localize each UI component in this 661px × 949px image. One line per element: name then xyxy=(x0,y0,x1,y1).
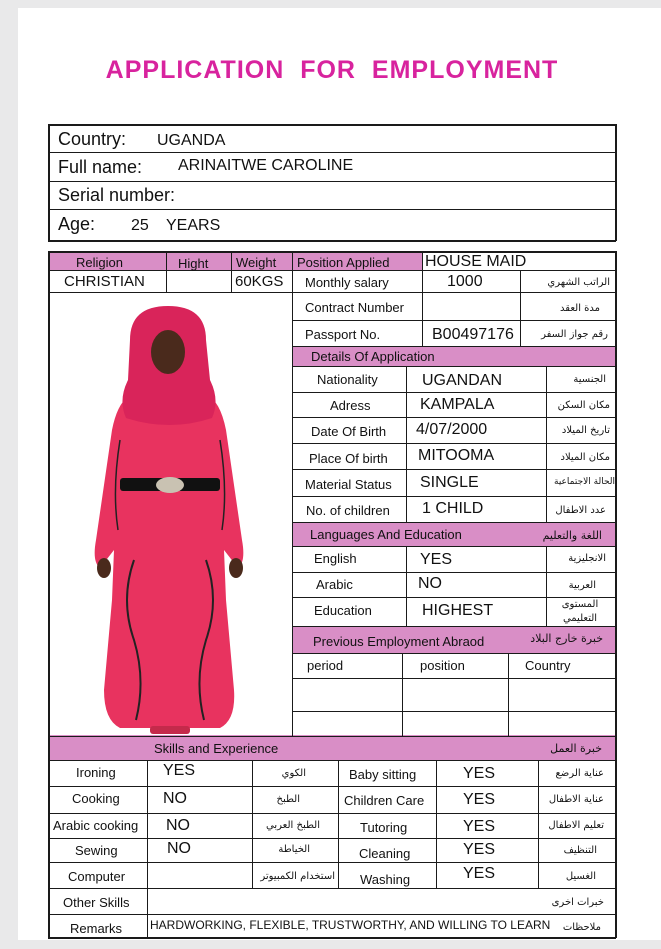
skill-sewing-label: Sewing xyxy=(75,843,118,858)
skills-header: Skills and Experience xyxy=(154,741,279,756)
skill-ironing-arabic: الكوي xyxy=(281,768,306,779)
religion-header: Religion xyxy=(76,255,123,270)
nationality-value: UGANDAN xyxy=(422,372,503,389)
passport-label: Passport No. xyxy=(305,327,381,342)
skill-cleaning-label: Cleaning xyxy=(359,846,411,861)
age-unit: YEARS xyxy=(166,217,221,234)
skill-children-care-value: YES xyxy=(463,791,496,808)
contract-number-arabic: مدة العقد xyxy=(560,303,600,314)
passport-value: B00497176 xyxy=(432,326,514,343)
remarks-arabic: ملاحظات xyxy=(562,922,601,933)
full-name-value: ARINAITWE CAROLINE xyxy=(178,157,354,174)
previous-employment-header: Previous Employment Abraod xyxy=(313,634,485,649)
skill-ironing-label: Ironing xyxy=(76,765,116,780)
skill-cooking-label: Cooking xyxy=(72,791,120,806)
serial-number-label: Serial number: xyxy=(58,185,176,205)
skill-washing-arabic: الغسيل xyxy=(565,871,596,882)
english-value: YES xyxy=(420,551,453,568)
marital-status-value: SINGLE xyxy=(420,474,479,491)
skill-tutoring-value: YES xyxy=(463,818,496,835)
arabic-arabic: العربية xyxy=(568,580,596,591)
age-value: 25 xyxy=(131,217,149,234)
remarks-value: HARDWORKING, FLEXIBLE, TRUSTWORTHY, AND WILLING TO LEARN xyxy=(150,918,551,932)
place-of-birth-label: Place Of birth xyxy=(309,451,388,466)
address-label: Adress xyxy=(330,398,371,413)
prev-country-header: Country xyxy=(525,658,571,673)
languages-header: Languages And Education xyxy=(310,527,462,542)
english-arabic: الانجليزية xyxy=(568,553,606,564)
children-arabic: عدد الاطفال xyxy=(555,505,606,516)
skill-sewing-arabic: الخياطة xyxy=(278,844,310,855)
arabic-label: Arabic xyxy=(316,577,353,592)
weight-value: 60KGS xyxy=(235,273,284,290)
children-value: 1 CHILD xyxy=(422,500,484,517)
skill-arabic-cooking-arabic: الطبخ العربي xyxy=(266,820,320,831)
nationality-label: Nationality xyxy=(317,372,378,387)
skill-tutoring-arabic: تعليم الاطفال xyxy=(548,820,604,831)
address-value: KAMPALA xyxy=(420,396,495,413)
remarks-label: Remarks xyxy=(70,921,123,936)
applicant-photo-figure xyxy=(60,300,280,736)
monthly-salary-value: 1000 xyxy=(447,273,483,290)
weight-header: Weight xyxy=(236,255,277,270)
languages-header-arabic: اللغة والتعليم xyxy=(542,529,602,542)
education-value: HIGHEST xyxy=(422,602,494,619)
monthly-salary-label: Monthly salary xyxy=(305,275,389,290)
full-name-label: Full name: xyxy=(58,157,143,177)
skill-tutoring-label: Tutoring xyxy=(360,820,408,835)
address-arabic: مكان السكن xyxy=(557,400,610,411)
country-value: UGANDA xyxy=(157,132,226,149)
skill-cooking-arabic: الطبخ xyxy=(276,794,300,805)
religion-value: CHRISTIAN xyxy=(64,273,145,290)
date-of-birth-label: Date Of Birth xyxy=(311,424,387,439)
position-applied-header: Position Applied xyxy=(297,255,390,270)
education-arabic: المستوى التعليمي xyxy=(561,599,599,624)
education-label: Education xyxy=(314,603,372,618)
place-of-birth-arabic: مكان الميلاد xyxy=(560,452,610,463)
skill-cleaning-arabic: التنظيف xyxy=(563,845,597,856)
country-label: Country: xyxy=(58,129,127,149)
skill-sewing-value: NO xyxy=(167,840,191,857)
prev-position-header: position xyxy=(420,658,465,673)
applicant-photo xyxy=(60,300,280,736)
skill-cooking-value: NO xyxy=(163,790,187,807)
contract-number-label: Contract Number xyxy=(305,300,404,315)
prev-period-header: period xyxy=(307,658,344,673)
arabic-value: NO xyxy=(418,575,442,592)
marital-status-arabic: الحالة الاجتماعية xyxy=(554,477,615,487)
page-title: APPLICATION FOR EMPLOYMENT xyxy=(105,56,559,84)
skill-washing-value: YES xyxy=(463,865,496,882)
monthly-salary-arabic: الراتب الشهري xyxy=(547,277,610,288)
skill-baby-sitting-label: Baby sitting xyxy=(349,767,417,782)
skill-computer-label: Computer xyxy=(68,869,126,884)
skill-baby-sitting-arabic: عناية الرضع xyxy=(555,768,604,779)
skill-cleaning-value: YES xyxy=(463,841,496,858)
skill-children-care-arabic: عناية الاطفال xyxy=(548,794,604,805)
place-of-birth-value: MITOOMA xyxy=(418,447,495,464)
skill-arabic-cooking-value: NO xyxy=(166,817,190,834)
skill-ironing-value: YES xyxy=(163,762,196,779)
skills-header-arabic: خبرة العمل xyxy=(550,742,602,755)
date-of-birth-value: 4/07/2000 xyxy=(416,421,488,438)
other-skills-arabic: خبرات اخرى xyxy=(551,897,604,908)
other-skills-label: Other Skills xyxy=(63,895,130,910)
skill-children-care-label: Children Care xyxy=(344,793,425,808)
previous-employment-header-arabic: خبرة خارج البلاد xyxy=(530,632,603,645)
age-label: Age: xyxy=(58,214,96,234)
skill-washing-label: Washing xyxy=(360,872,411,887)
date-of-birth-arabic: تاريخ الميلاد xyxy=(561,425,610,436)
position-applied-value: HOUSE MAID xyxy=(425,253,527,270)
passport-arabic: رقم جواز السفر xyxy=(541,329,608,340)
skill-arabic-cooking-label: Arabic cooking xyxy=(53,818,139,833)
children-label: No. of children xyxy=(306,503,390,518)
details-header: Details Of Application xyxy=(311,349,435,364)
skill-computer-arabic: استخدام الكمبيوتر xyxy=(260,871,335,882)
nationality-arabic: الجنسية xyxy=(573,374,606,385)
height-header: Hight xyxy=(178,256,209,271)
marital-status-label: Material Status xyxy=(305,477,392,492)
english-label: English xyxy=(314,551,357,566)
skill-baby-sitting-value: YES xyxy=(463,765,496,782)
